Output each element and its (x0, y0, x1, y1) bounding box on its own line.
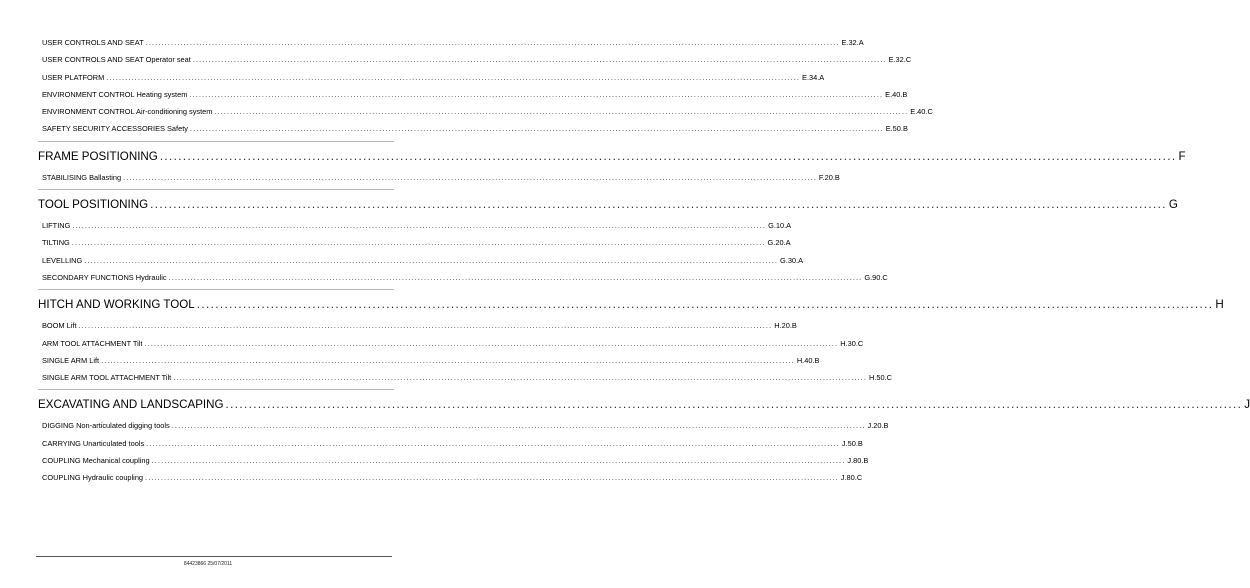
entry-code: G.10.A (768, 221, 792, 231)
dot-leader: ............................................................................................................................................................................................................................ (145, 38, 840, 47)
dot-leader: ............................................................................................................................................................................................................................ (151, 456, 846, 466)
section-divider (38, 141, 394, 142)
section-divider (38, 389, 394, 390)
dot-leader: ............................................................................................................................................................................................................................ (78, 321, 773, 331)
toc-section-heading[interactable] (38, 293, 1224, 317)
section-code: F (1178, 149, 1186, 163)
entry-code: E.32.C (888, 55, 912, 65)
toc-entry[interactable] (42, 317, 797, 334)
toc-section-heading[interactable] (38, 193, 1178, 217)
section-divider (38, 289, 394, 290)
entry-code: E.32.A (841, 38, 864, 47)
toc-section-heading[interactable] (38, 393, 1250, 417)
entry-title: SECONDARY FUNCTIONS Hydraulic (42, 272, 167, 282)
entry-title: SINGLE ARM TOOL ATTACHMENT Tilt (42, 373, 172, 383)
entry-title: ENVIRONMENT CONTROL Heating system (42, 89, 188, 99)
entry-code: J.20.B (867, 421, 889, 431)
section-code: H (1215, 298, 1224, 312)
entry-code: J.80.C (840, 473, 863, 483)
toc-entry[interactable] (42, 417, 889, 434)
toc-entry[interactable] (42, 369, 892, 386)
entry-code: G.90.C (864, 272, 888, 282)
entry-title: USER CONTROLS AND SEAT Operator seat (42, 55, 191, 65)
entry-title: COUPLING Hydraulic coupling (42, 473, 144, 483)
section-code: J (1244, 398, 1250, 412)
entry-code: E.50.B (885, 124, 908, 134)
dot-leader: ............................................................................................................................................................................................................................ (146, 438, 840, 448)
entry-title: USER CONTROLS AND SEAT (42, 38, 144, 47)
entry-title: ARM TOOL ATTACHMENT Tilt (42, 338, 143, 348)
entry-code: H.30.C (840, 338, 864, 348)
entry-code: J.50.B (841, 438, 863, 448)
dot-leader: ............................................................................................................................................................................................................................ (168, 272, 863, 282)
entry-title: ENVIRONMENT CONTROL Air-conditioning system (42, 107, 213, 117)
entry-title: USER PLATFORM (42, 72, 105, 82)
dot-leader: ............................................................................................................................................................................................................................ (72, 221, 767, 231)
dot-leader: ............................................................................................................................................................................................................................ (196, 298, 1214, 312)
section-code: G (1168, 198, 1178, 212)
entry-title: SAFETY SECURITY ACCESSORIES Safety (42, 124, 188, 134)
dot-leader: ............................................................................................................................................................................................................................ (71, 238, 766, 248)
entry-code: J.80.B (847, 456, 869, 466)
toc-entry[interactable] (42, 234, 791, 251)
footer-divider (36, 556, 392, 557)
table-of-contents (38, 34, 1250, 487)
dot-leader: ............................................................................................................................................................................................................................ (173, 373, 867, 383)
toc-entry[interactable] (42, 469, 863, 486)
entry-code: F.20.B (818, 172, 840, 182)
entry-title: SINGLE ARM Lift (42, 355, 100, 365)
dot-leader: ............................................................................................................................................................................................................................ (84, 255, 779, 265)
dot-leader: ............................................................................................................................................................................................................................ (225, 398, 1243, 412)
dot-leader: ............................................................................................................................................................................................................................ (144, 338, 839, 348)
section-divider (38, 189, 394, 190)
section-title: EXCAVATING AND LANDSCAPING (38, 398, 224, 412)
entry-code: G.30.A (780, 255, 804, 265)
dot-leader: ............................................................................................................................................................................................................................ (150, 198, 1167, 212)
toc-entry[interactable] (42, 34, 864, 51)
entry-code: H.50.C (868, 373, 892, 383)
entry-title: STABILISING Ballasting (42, 172, 122, 182)
entry-code: G.20.A (767, 238, 791, 248)
toc-entry[interactable] (42, 120, 908, 137)
entry-code: E.40.B (885, 89, 908, 99)
entry-title: CARRYING Unarticulated tools (42, 438, 145, 448)
dot-leader: ............................................................................................................................................................................................................................ (101, 355, 795, 365)
entry-code: E.34.A (802, 72, 825, 82)
toc-entry[interactable] (42, 217, 792, 234)
toc-entry[interactable] (42, 169, 840, 186)
page-footer: 84423866 25/07/2011 (183, 561, 233, 567)
dot-leader: ............................................................................................................................................................................................................................ (171, 421, 866, 431)
dot-leader: ............................................................................................................................................................................................................................ (145, 473, 839, 483)
entry-title: COUPLING Mechanical coupling (42, 456, 150, 466)
toc-entry[interactable] (42, 69, 825, 86)
entry-code: H.20.B (774, 321, 797, 331)
toc-entry[interactable] (42, 51, 912, 68)
dot-leader: ............................................................................................................................................................................................................................ (189, 124, 884, 134)
toc-entry[interactable] (42, 103, 933, 120)
entry-title: DIGGING Non-articulated digging tools (42, 421, 170, 431)
entry-title: LIFTING (42, 221, 71, 231)
toc-entry[interactable] (42, 352, 820, 369)
section-title: FRAME POSITIONING (38, 149, 158, 163)
dot-leader: ............................................................................................................................................................................................................................ (192, 55, 887, 65)
entry-code: H.40.B (796, 355, 820, 365)
entry-title: LEVELLING (42, 255, 83, 265)
section-title: TOOL POSITIONING (38, 198, 149, 212)
entry-code: E.40.C (910, 107, 933, 117)
toc-section-heading[interactable] (38, 145, 1186, 169)
toc-entry[interactable] (42, 452, 869, 469)
section-title: HITCH AND WORKING TOOL (38, 298, 195, 312)
dot-leader: ............................................................................................................................................................................................................................ (106, 72, 801, 82)
dot-leader: ............................................................................................................................................................................................................................ (189, 89, 884, 99)
dot-leader: ............................................................................................................................................................................................................................ (123, 172, 817, 182)
toc-entry[interactable] (42, 252, 804, 269)
entry-title: BOOM Lift (42, 321, 77, 331)
toc-entry[interactable] (42, 269, 888, 286)
dot-leader: ............................................................................................................................................................................................................................ (159, 149, 1177, 163)
dot-leader: ............................................................................................................................................................................................................................ (214, 107, 909, 117)
toc-entry[interactable] (42, 435, 863, 452)
entry-title: TILTING (42, 238, 70, 248)
toc-entry[interactable] (42, 335, 864, 352)
toc-entry[interactable] (42, 86, 908, 103)
